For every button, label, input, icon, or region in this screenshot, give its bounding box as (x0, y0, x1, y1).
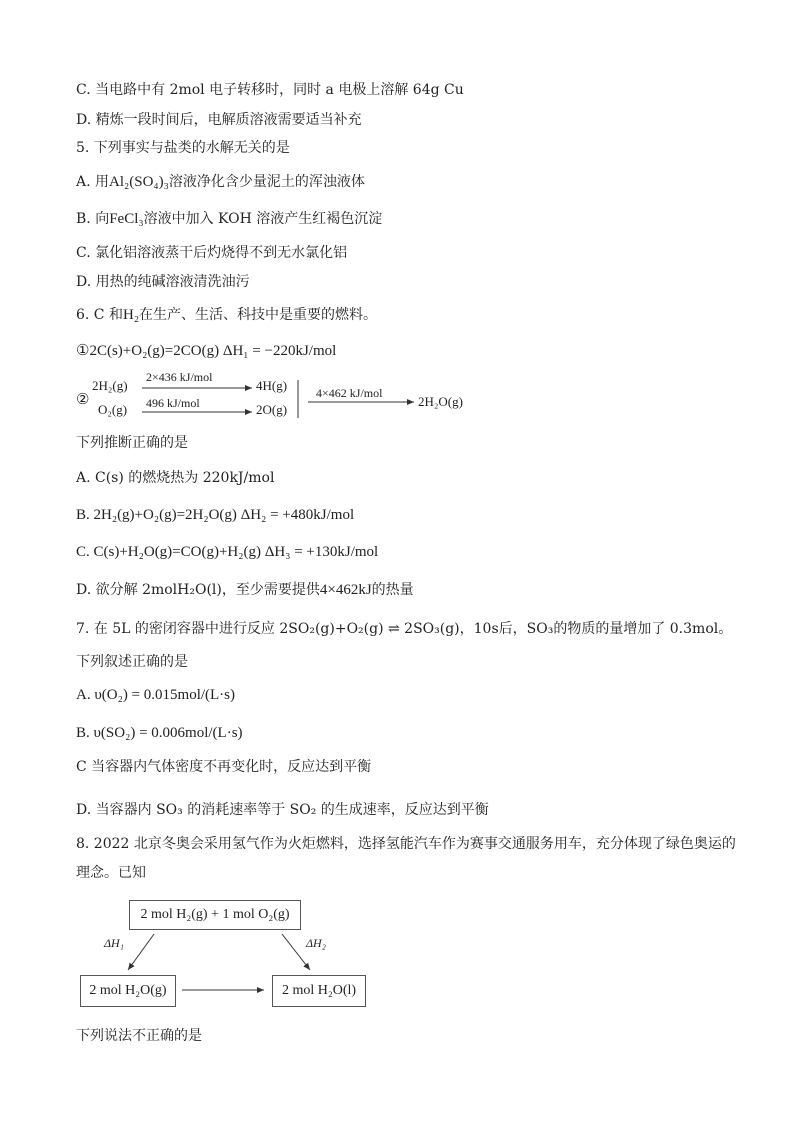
diagram-right-box: 2 mol H₂O(l) (272, 975, 366, 1007)
equation-1: ①2C(s)+O₂(g)=2CO(g) ΔH₁ = −220kJ/mol (76, 343, 337, 359)
question-8-line-1: 8. 2022 北京冬奥会采用氢气作为火炬燃料，选择氢能汽车作为赛事交通服务用车，充分体现了绿色奥运的 (76, 836, 736, 852)
q7-option-b: B. υ(SO₂) = 0.006mol/(L·s) (76, 725, 243, 741)
intermediate-h: 4H(g) (256, 378, 288, 393)
reactant-h2: 2H₂(g) (92, 378, 128, 393)
q6-option-b: B. 2H₂(g)+O₂(g)=2H₂O(g) ΔH₂ = +480kJ/mol (76, 507, 355, 523)
question-6: 6. C 和H₂在生产、生活、科技中是重要的燃料。 (76, 307, 378, 323)
q5-option-a: A. 用Al₂(SO₄)₃溶液净化含少量泥土的浑浊液体 (76, 174, 365, 190)
option-c-electrolysis: C. 当电路中有 2mol 电子转移时，同时 a 电极上溶解 64g Cu (76, 82, 464, 98)
q7-ask: 下列叙述正确的是 (76, 654, 188, 670)
q7-option-c: C 当容器内气体密度不再变化时，反应达到平衡 (76, 759, 372, 775)
energy-label-1: 2×436 kJ/mol (146, 370, 213, 384)
option-d-electrolysis: D. 精炼一段时间后，电解质溶液需要适当补充 (76, 112, 362, 128)
q5-option-c: C. 氯化铝溶液蒸干后灼烧得不到无水氯化铝 (76, 245, 348, 261)
q8-ask: 下列说法不正确的是 (76, 1028, 202, 1044)
energy-label-2: 496 kJ/mol (146, 396, 200, 410)
intermediate-o: 2O(g) (256, 402, 288, 417)
diagram-marker: ② (76, 392, 90, 408)
q6-option-c: C. C(s)+H₂O(g)=CO(g)+H₂(g) ΔH₃ = +130kJ/mol (76, 544, 379, 560)
delta-h2-label: ΔH₂ (306, 936, 326, 950)
question-5: 5. 下列事实与盐类的水解无关的是 (76, 140, 290, 156)
q5-option-b: B. 向FeCl₃溶液中加入 KOH 溶液产生红褐色沉淀 (76, 211, 383, 227)
q6-option-a: A. C(s) 的燃烧热为 220kJ/mol (76, 470, 275, 486)
q5-option-d: D. 用热的纯碱溶液清洗油污 (76, 274, 250, 290)
q7-option-d: D. 当容器内 SO₃ 的消耗速率等于 SO₂ 的生成速率，反应达到平衡 (76, 802, 489, 818)
q7-option-a: A. υ(O₂) = 0.015mol/(L·s) (76, 687, 236, 703)
diagram-left-box: 2 mol H₂O(g) (80, 975, 176, 1007)
question-8-line-2: 理念。已知 (76, 865, 146, 881)
reactant-o2: O₂(g) (98, 402, 128, 417)
diagram-top-box: 2 mol H₂(g) + 1 mol O₂(g) (129, 900, 301, 930)
q6-option-d: D. 欲分解 2molH₂O(l)，至少需要提供4×462kJ的热量 (76, 582, 414, 598)
product-h2o: 2H₂O(g) (418, 394, 463, 409)
delta-h1-label: ΔH₁ (104, 936, 124, 950)
question-7: 7. 在 5L 的密闭容器中进行反应 2SO₂(g)+O₂(g) ⇌ 2SO₃(g)，10s后，SO₃的物质的量增加了 0.3mol。 (76, 621, 733, 637)
energy-label-3: 4×462 kJ/mol (316, 386, 383, 400)
q6-ask: 下列推断正确的是 (76, 435, 188, 451)
